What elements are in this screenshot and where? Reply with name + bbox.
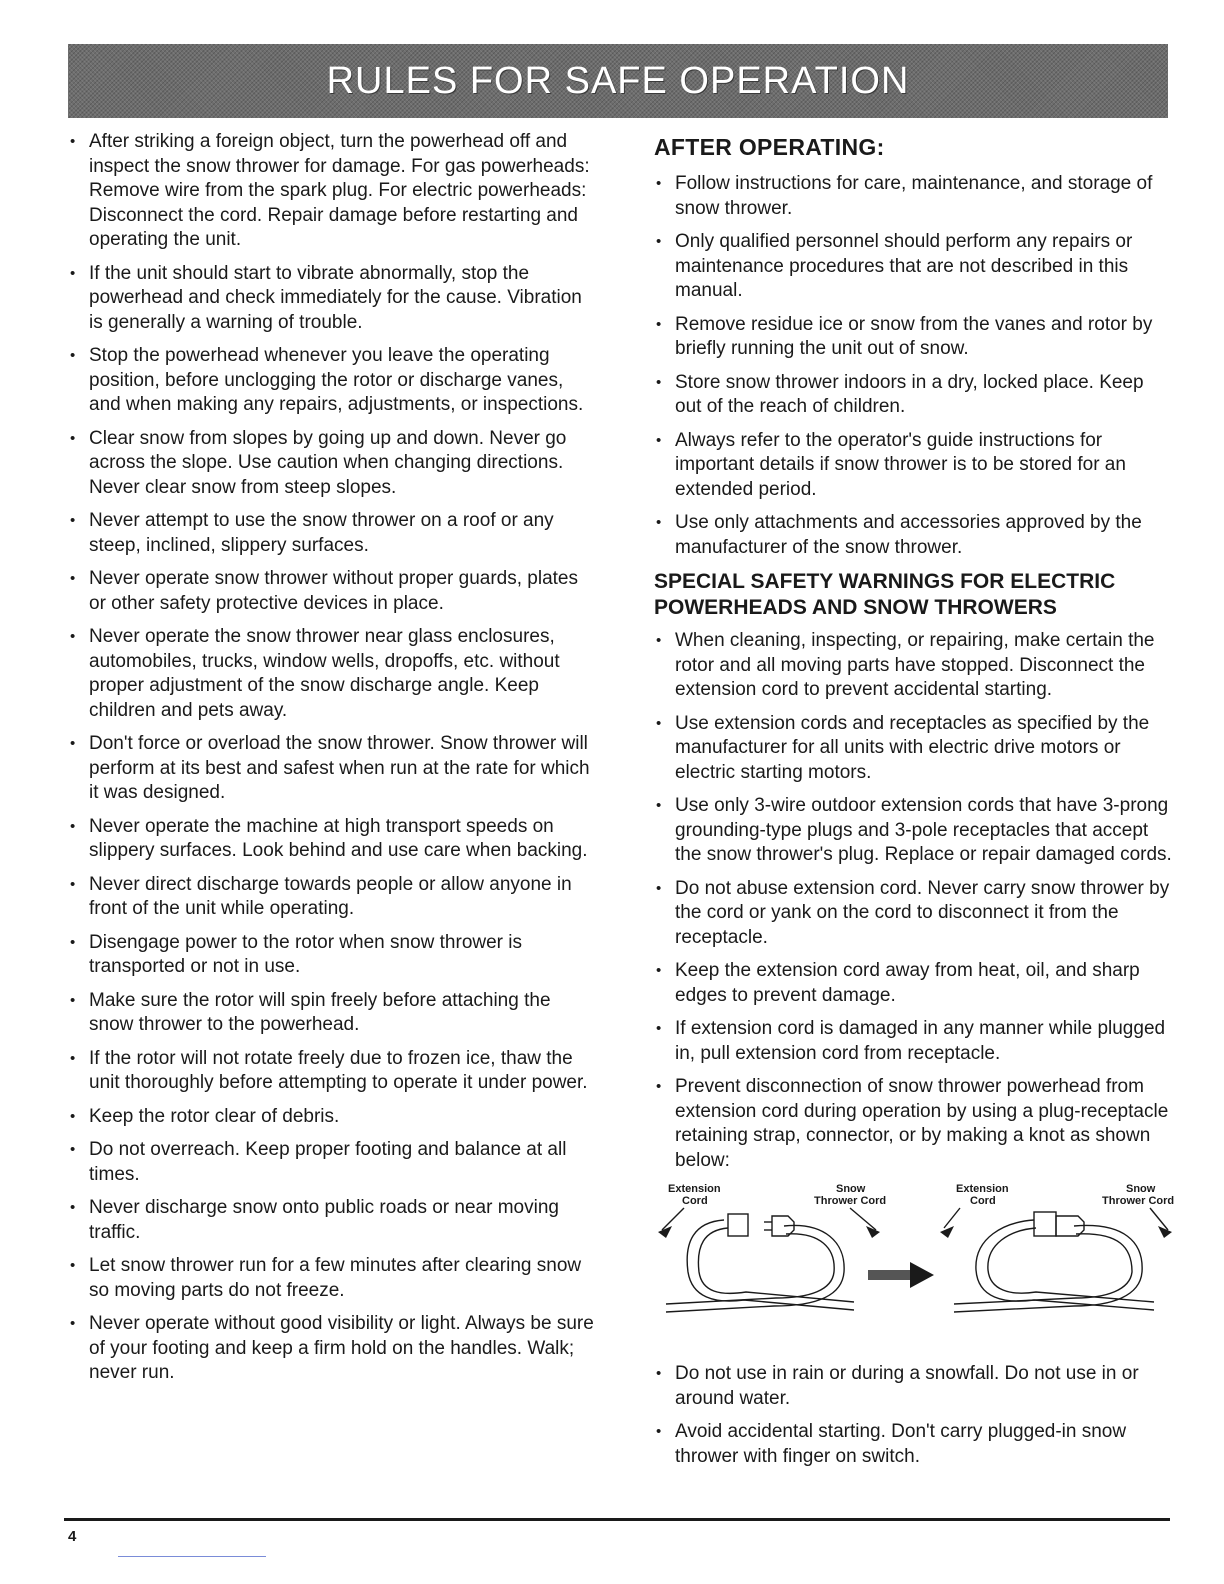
left-snow-label-2: Thrower Cord bbox=[814, 1195, 887, 1207]
list-item: • Make sure the rotor will spin freely before attaching the snow thrower to the powerhead. bbox=[68, 989, 598, 1038]
list-item: • Keep the rotor clear of debris. bbox=[68, 1105, 598, 1130]
section-banner bbox=[68, 44, 1168, 118]
left-column bbox=[68, 130, 598, 1395]
list-item: • Let snow thrower run for a few minutes after clearing snow so moving parts do not freeze. bbox=[68, 1254, 598, 1303]
list-item: • Use only 3-wire outdoor extension cords that have 3-prong grounding-type plugs and 3-pole receptacles that accept the snow thrower's plug. Replace or repair damaged cords. bbox=[654, 794, 1174, 868]
page-title: RULES FOR SAFE OPERATION bbox=[326, 59, 910, 102]
list-item: • Only qualified personnel should perform any repairs or maintenance procedures that are not described in this manual. bbox=[654, 230, 1174, 304]
list-item: • Do not abuse extension cord. Never carry snow thrower by the cord or yank on the cord to disconnect it from the receptacle. bbox=[654, 877, 1174, 951]
list-item: • If the rotor will not rotate freely due to frozen ice, thaw the unit thoroughly before attempting to operate it under power. bbox=[68, 1047, 598, 1096]
list-item: • Never discharge snow onto public roads or near moving traffic. bbox=[68, 1196, 598, 1245]
transition-arrow bbox=[868, 1262, 934, 1288]
list-item: • After striking a foreign object, turn the powerhead off and inspect the snow thrower for damage. For gas powerheads: Remove wire from the spark plug. For electric powerheads: Disconnect the cord. Repair damage before restarting and operating the unit. bbox=[68, 130, 598, 253]
list-item: • Never operate the snow thrower near glass enclosures, automobiles, trucks, window wells, dropoffs, etc. without proper adjustment of the snow discharge angle. Keep children and pets away. bbox=[68, 625, 598, 723]
list-item: • Always refer to the operator's guide instructions for important details if snow thrower is to be stored for an extended period. bbox=[654, 429, 1174, 503]
right-snow-label-2: Thrower Cord bbox=[1102, 1195, 1175, 1207]
electric-warnings-heading-line2: POWERHEADS AND SNOW THROWERS bbox=[654, 596, 1057, 619]
list-item: • Never operate without good visibility or light. Always be sure of your footing and keep a firm hold on the handles. Walk; never run. bbox=[68, 1312, 598, 1386]
list-item: • Do not overreach. Keep proper footing and balance at all times. bbox=[68, 1138, 598, 1187]
list-item: • Keep the extension cord away from heat, oil, and sharp edges to prevent damage. bbox=[654, 959, 1174, 1008]
left-extension-label-2: Cord bbox=[682, 1195, 708, 1207]
right-column bbox=[654, 134, 1174, 1478]
electric-warnings-list-continued bbox=[654, 1362, 1174, 1469]
list-item: • When cleaning, inspecting, or repairing, make certain the rotor and all moving parts have stopped. Disconnect the extension cord to prevent accidental starting. bbox=[654, 629, 1174, 703]
list-item: • Use extension cords and receptacles as specified by the manufacturer for all units with electric drive motors or electric starting motors. bbox=[654, 712, 1174, 786]
list-item: • Prevent disconnection of snow thrower powerhead from extension cord during operation by using a plug-receptacle retaining strap, connector, or by making a knot as shown below: bbox=[654, 1075, 1174, 1173]
list-item: • Never operate the machine at high transport speeds on slippery surfaces. Look behind and use care when backing. bbox=[68, 815, 598, 864]
footer-decoration bbox=[118, 1556, 266, 1557]
safety-rules-list bbox=[68, 130, 598, 1386]
list-item: • Clear snow from slopes by going up and down. Never go across the slope. Use caution when changing directions. Never clear snow from steep slopes. bbox=[68, 427, 598, 501]
right-snow-label-1: Snow bbox=[1126, 1183, 1156, 1195]
list-item: • If the unit should start to vibrate abnormally, stop the powerhead and check immediately for the cause. Vibration is generally a warning of trouble. bbox=[68, 262, 598, 336]
left-knot bbox=[662, 1208, 876, 1312]
right-left-pointer-arrow bbox=[940, 1226, 954, 1238]
after-operating-list bbox=[654, 172, 1174, 560]
list-item: • Do not use in rain or during a snowfall. Do not use in or around water. bbox=[654, 1362, 1174, 1411]
page-number: 4 bbox=[68, 1528, 77, 1545]
electric-warnings-heading-line1: SPECIAL SAFETY WARNINGS FOR ELECTRIC bbox=[654, 570, 1116, 593]
list-item: • Store snow thrower indoors in a dry, locked place. Keep out of the reach of children. bbox=[654, 371, 1174, 420]
left-snow-label-1: Snow bbox=[836, 1183, 866, 1195]
list-item: • Use only attachments and accessories approved by the manufacturer of the snow thrower. bbox=[654, 511, 1174, 560]
list-item: • Never operate snow thrower without proper guards, plates or other safety protective devices in place. bbox=[68, 567, 598, 616]
cord-knot-illustration bbox=[654, 1182, 1174, 1352]
after-operating-heading: AFTER OPERATING: bbox=[654, 134, 885, 160]
list-item: • Disengage power to the rotor when snow thrower is transported or not in use. bbox=[68, 931, 598, 980]
electric-warnings-list bbox=[654, 629, 1174, 1173]
left-extension-label-1: Extension bbox=[668, 1183, 721, 1195]
list-item: • Never attempt to use the snow thrower on a roof or any steep, inclined, slippery surfaces. bbox=[68, 509, 598, 558]
cord-knot-diagram bbox=[654, 1182, 1174, 1352]
footer-rule bbox=[64, 1518, 1170, 1521]
list-item: • Remove residue ice or snow from the vanes and rotor by briefly running the unit out of snow. bbox=[654, 313, 1174, 362]
list-item: • Stop the powerhead whenever you leave the operating position, before unclogging the rotor or discharge vanes, and when making any repairs, adjustments, or inspections. bbox=[68, 344, 598, 418]
list-item: • Don't force or overload the snow thrower. Snow thrower will perform at its best and safest when run at the rate for which it was designed. bbox=[68, 732, 598, 806]
list-item: • Avoid accidental starting. Don't carry plugged-in snow thrower with finger on switch. bbox=[654, 1420, 1174, 1469]
list-item: • If extension cord is damaged in any manner while plugged in, pull extension cord from receptacle. bbox=[654, 1017, 1174, 1066]
right-extension-label-2: Cord bbox=[970, 1195, 996, 1207]
electric-warnings-heading bbox=[654, 569, 1174, 621]
right-extension-label-1: Extension bbox=[956, 1183, 1009, 1195]
right-knot bbox=[944, 1208, 1168, 1312]
list-item: • Follow instructions for care, maintenance, and storage of snow thrower. bbox=[654, 172, 1174, 221]
list-item: • Never direct discharge towards people or allow anyone in front of the unit while operating. bbox=[68, 873, 598, 922]
right-right-pointer-arrow bbox=[1158, 1226, 1172, 1238]
